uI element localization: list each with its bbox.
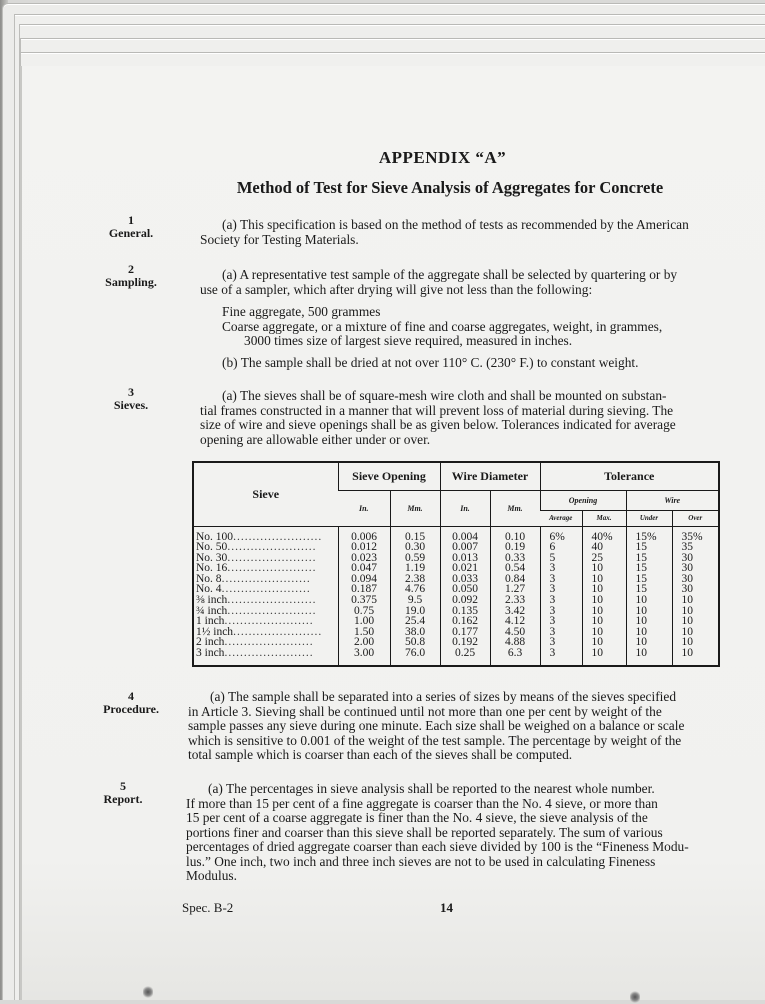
section-title: General.	[108, 226, 154, 240]
text-line: (a) The sample shall be separated into a series of sizes by means of the sieves specified	[210, 689, 677, 704]
header-average: Average	[540, 510, 582, 526]
fine-aggregate-line: Fine aggregate, 500 grammes	[222, 304, 381, 319]
section-number: 1	[128, 213, 134, 227]
section-title: Report.	[103, 792, 143, 806]
section-5-heading	[84, 780, 162, 806]
text-line: opening are allowable either under or over.	[200, 431, 431, 447]
text-line: lus.” One inch, two inch and three inch sieves are not to be used in calculating Fineness	[186, 853, 656, 869]
header-under: Under	[626, 510, 672, 526]
section-1-heading	[92, 214, 170, 240]
table-row-sieve: No. 50.......................	[196, 542, 317, 553]
wire-mm-column: 0.10 0.19 0.33 0.54 0.84 1.27 2.33 3.42 4.12 4.50 4.88 6.3	[490, 526, 540, 665]
section-title: Sampling.	[105, 275, 157, 289]
header-opening-in: In.	[338, 490, 390, 526]
text-line: Modulus.	[186, 868, 237, 883]
section-title: Procedure.	[103, 702, 159, 716]
header-sieve-opening: Sieve Opening	[338, 463, 440, 490]
table-row-sieve: 1½ inch.......................	[196, 626, 323, 638]
text-line: tial frames constructed in a manner that will prevent loss of material during sieving. The	[200, 402, 674, 418]
sieve-size-column	[194, 526, 338, 665]
text-line: size of wire and sieve openings shall be as given below. Tolerances indicated for average	[200, 417, 676, 432]
text-line: (a) This specification is based on the method of tests as recommended by the American	[222, 217, 689, 232]
table-row-sieve: 3 inch.......................	[196, 648, 314, 659]
text-line: Society for Testing Materials.	[200, 231, 359, 247]
binder-hole-icon	[143, 985, 153, 999]
text-line: in Article 3. Sieving shall be continued until not more than one per cent by weight of the	[188, 703, 662, 719]
text-line: sample passes any sieve during one minute. Each size shall be weighed on a balance or scale	[188, 718, 685, 733]
coarse-aggregate-line: Coarse aggregate, or a mixture of fine and coarse aggregates, weight, in grammes,	[222, 318, 663, 334]
text-line: 15 per cent of a coarse aggregate is finer than the No. 4 sieve, the sieve analysis of the	[186, 810, 648, 825]
text-line: which is sensitive to 0.001 of the weight of the test sample. The percentage by weight of the	[188, 732, 682, 748]
header-tolerance-opening: Opening	[540, 490, 626, 510]
text-line: portions finer and coarser than this sieve shall be reported separately. The sum of various	[186, 824, 663, 840]
section-3-body	[200, 389, 728, 447]
spec-reference: Spec. B-2	[182, 900, 234, 915]
table-row-sieve: 2 inch.......................	[196, 637, 314, 649]
header-tolerance: Tolerance	[540, 463, 718, 490]
text-line: total sample which is coarser than each of the sieves shall be computed.	[188, 747, 573, 762]
page-subtitle: Method of Test for Sieve Analysis of Aggregates for Concrete	[236, 178, 664, 197]
table-row-sieve: ⅜ inch.......................	[196, 595, 317, 606]
header-over: Over	[672, 510, 718, 526]
header-opening-mm: Mm.	[390, 490, 440, 526]
header-tolerance-wire: Wire	[626, 490, 718, 510]
text-line: percentages of dried aggregate coarser than each sieve divided by 100 is the “Fineness Modu-	[186, 839, 689, 854]
tolerance-under-column: 15% 15 15 15 15 15 10 10 10 10 10 10	[626, 526, 672, 665]
page-title: APPENDIX “A”	[378, 148, 507, 167]
tolerance-average-column: 6% 6 5 3 3 3 3 3 3 3 3 3	[540, 526, 582, 665]
opening-mm-column: 0.15 0.30 0.59 1.19 2.38 4.76 9.5 19.0 25.4 38.0 50.8 76.0	[390, 526, 440, 665]
section-5-body	[186, 782, 718, 884]
table-row-sieve: No. 30.......................	[196, 552, 317, 564]
table-row-sieve: No. 4.......................	[196, 584, 311, 596]
section-1-body	[200, 218, 728, 247]
section-2-b: (b) The sample shall be dried at not over 110° C. (230° F.) to constant weight.	[222, 355, 639, 370]
table-row-sieve: 1 inch.......................	[196, 616, 314, 627]
section-4-heading	[92, 690, 170, 716]
text-line: (a) A representative test sample of the aggregate shall be selected by quartering or by	[222, 267, 678, 282]
section-number: 3	[128, 385, 134, 399]
table-row-sieve: No. 100.......................	[196, 531, 323, 543]
table-row-sieve: No. 16.......................	[196, 563, 317, 574]
section-4-body	[188, 690, 718, 763]
coarse-aggregate-line: 3000 times size of largest sieve required, measured in inches.	[244, 333, 573, 348]
text-line: use of a sampler, which after drying will give not less than the following:	[200, 281, 593, 297]
sampling-list	[222, 305, 727, 349]
text-line: (a) The percentages in sieve analysis shall be reported to the nearest whole number.	[208, 781, 655, 796]
section-number: 2	[128, 262, 134, 276]
page-number: 14	[440, 900, 453, 915]
section-3-heading	[92, 386, 170, 412]
header-sieve: Sieve	[194, 463, 338, 526]
binder-hole-icon	[630, 990, 640, 1004]
text-line: (a) The sieves shall be of square-mesh wire cloth and shall be mounted on substan-	[222, 388, 667, 403]
header-wire-mm: Mm.	[490, 490, 540, 526]
tolerance-max-column: 40% 40 25 10 10 10 10 10 10 10 10 10	[582, 526, 626, 665]
text-line: If more than 15 per cent of a fine aggregate is coarser than the No. 4 sieve, or more than	[186, 795, 658, 811]
header-wire-in: In.	[440, 490, 490, 526]
opening-in-column: 0.006 0.012 0.023 0.047 0.094 0.187 0.375 0.75 1.00 1.50 2.00 3.00	[338, 526, 390, 665]
section-number: 5	[120, 779, 126, 793]
tolerance-over-column: 35% 35 30 30 30 30 10 10 10 10 10 10	[672, 526, 718, 665]
section-number: 4	[128, 689, 134, 703]
sieve-specification-table	[192, 461, 720, 667]
section-title: Sieves.	[113, 398, 149, 412]
table-row-sieve: No. 8.......................	[196, 573, 311, 585]
table-row-sieve: ¾ inch.......................	[196, 605, 317, 617]
header-wire-diameter: Wire Diameter	[440, 463, 540, 490]
wire-in-column: 0.004 0.007 0.013 0.021 0.033 0.050 0.092 0.135 0.162 0.177 0.192 0.25	[440, 526, 490, 665]
header-max: Max.	[582, 510, 626, 526]
section-2-heading	[92, 263, 170, 289]
section-2-body	[200, 268, 728, 297]
